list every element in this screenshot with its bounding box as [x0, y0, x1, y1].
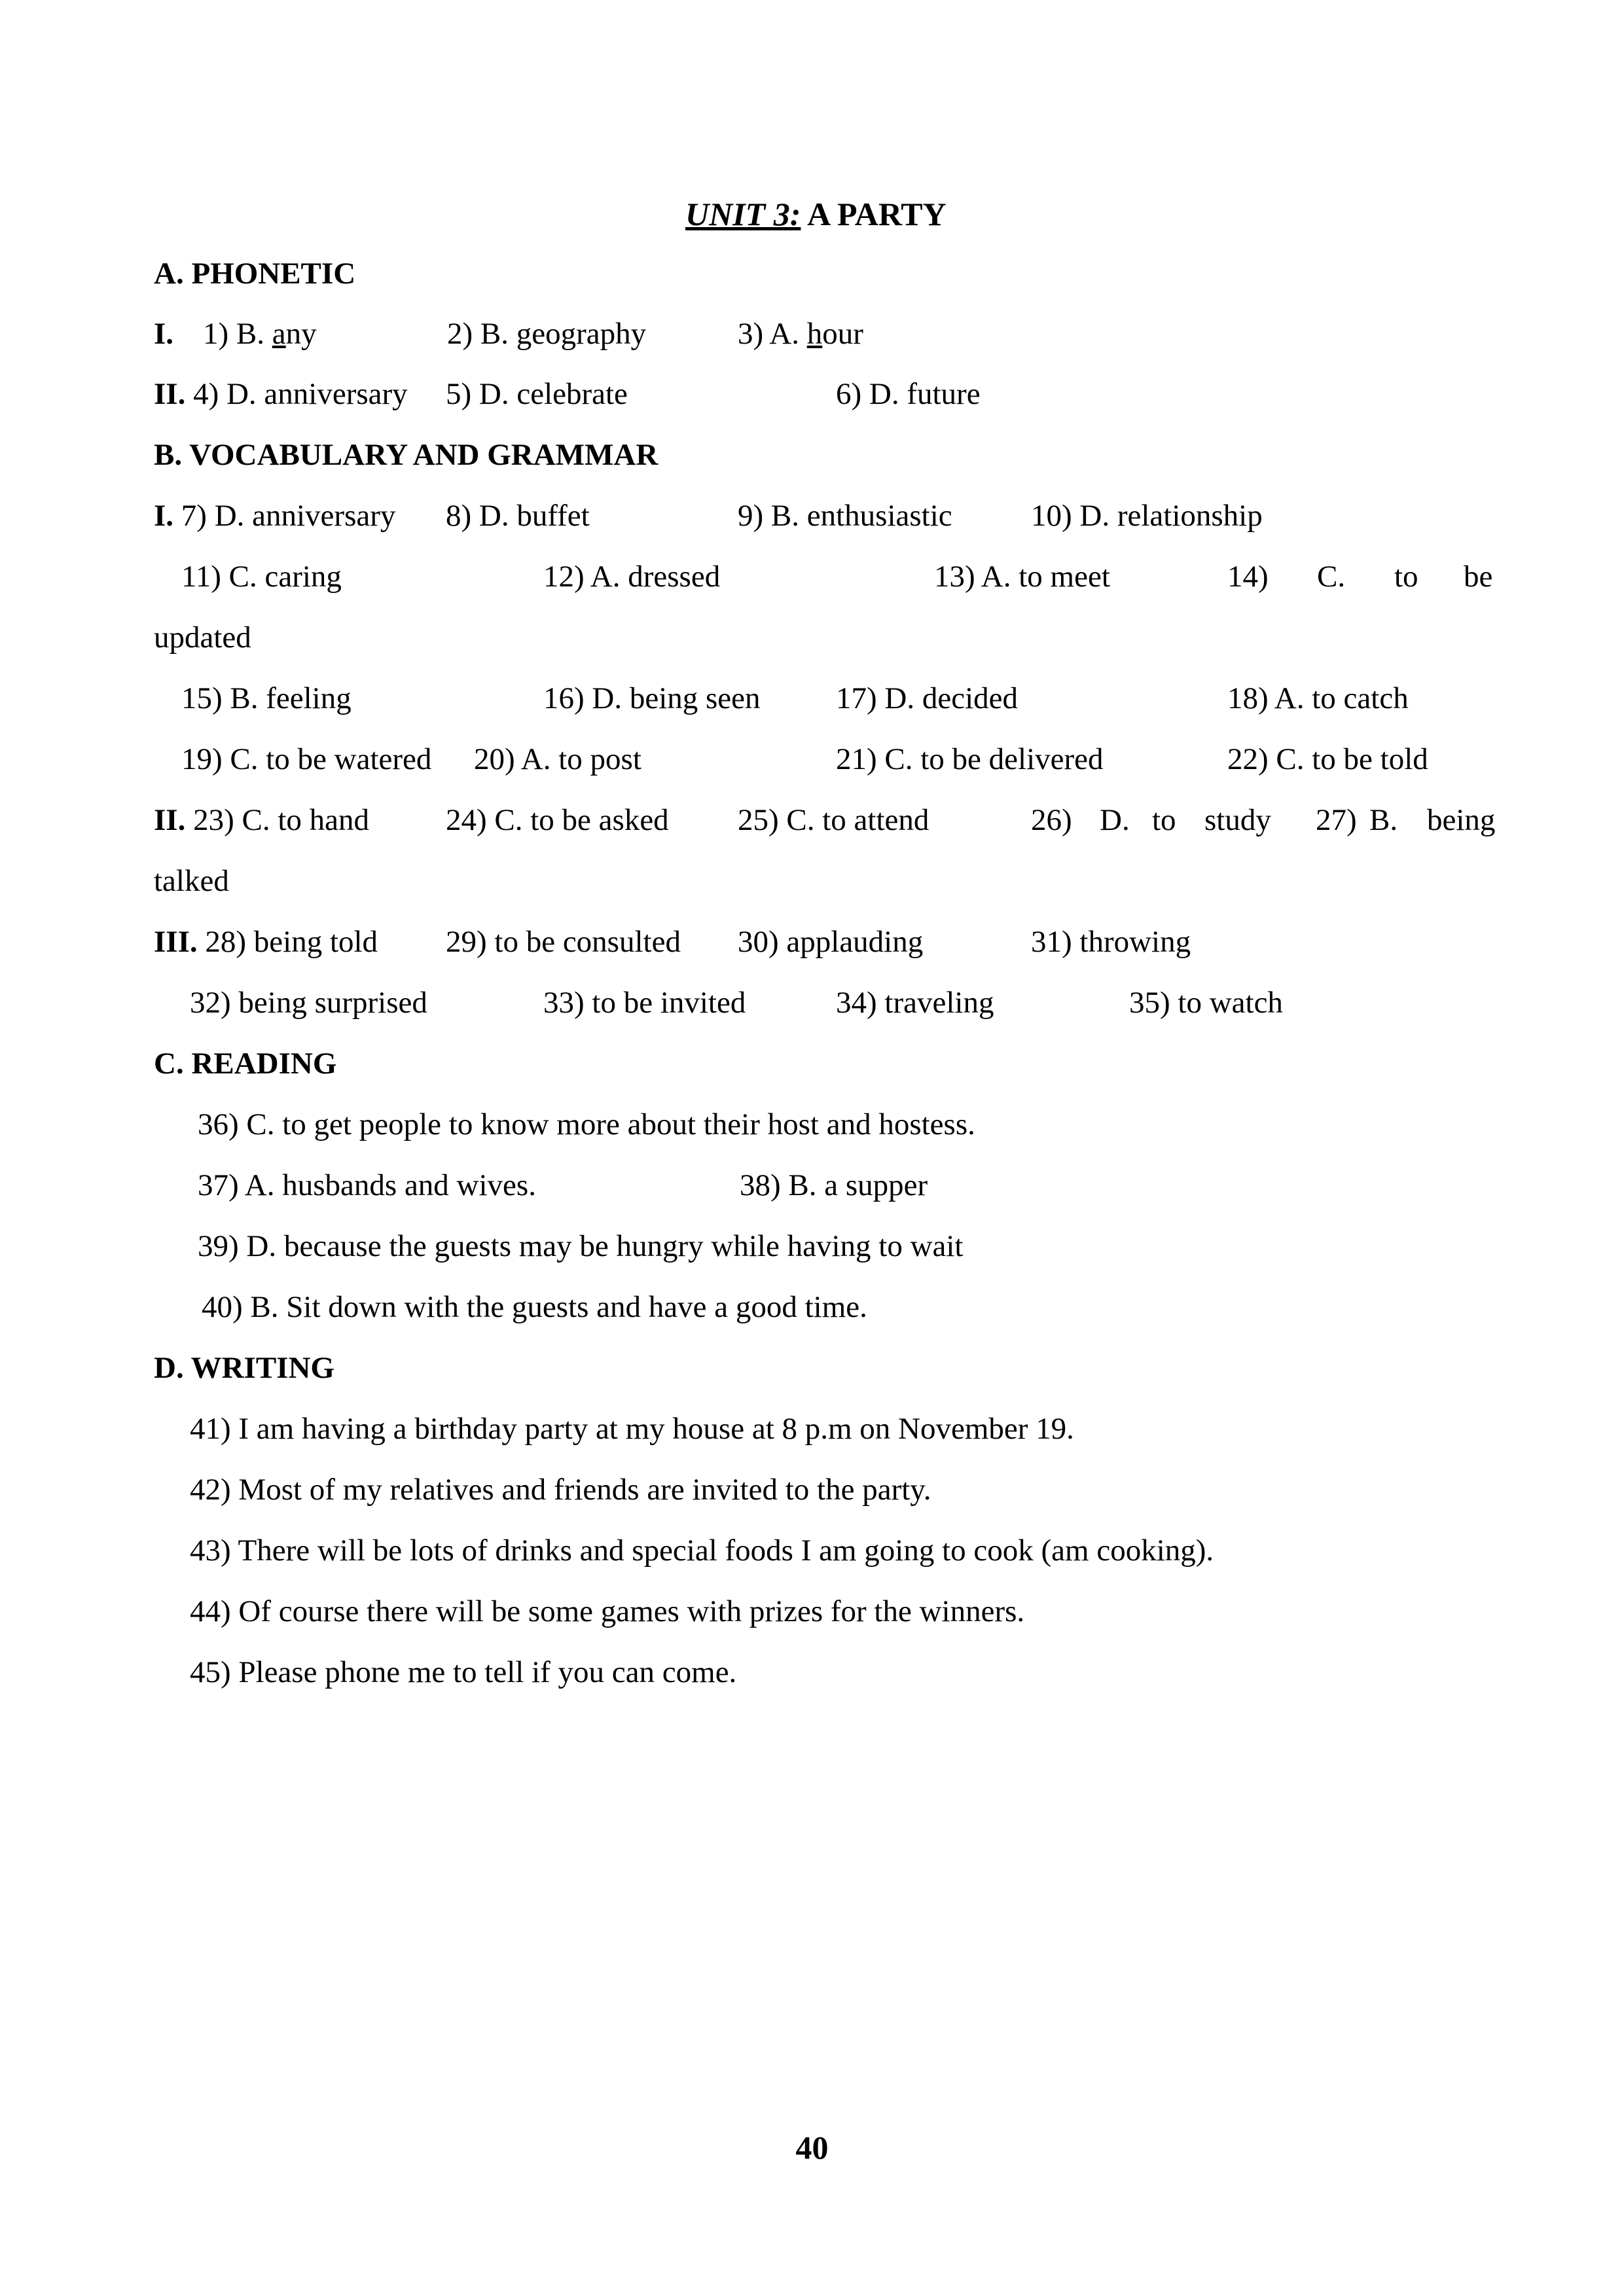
answer-26-part-4: study: [1204, 803, 1271, 837]
answer-22: 22) C. to be told: [1227, 742, 1428, 776]
answer-9: 9) B. enthusiastic: [738, 499, 952, 533]
vocab-ii-line: [154, 805, 369, 836]
answer-3: [738, 319, 863, 350]
answer-25: 25) C. to attend: [738, 803, 929, 837]
answer-28: 28) being told: [197, 925, 378, 959]
vocab-iii-label: III.: [154, 925, 198, 959]
answer-10: 10) D. relationship: [1031, 499, 1263, 533]
answer-2-suffix: eography: [532, 317, 647, 351]
answer-13: 13) A. to meet: [934, 560, 1110, 594]
answer-34: 34) traveling: [836, 986, 994, 1020]
answer-41: 41) I am having a birthday party at my house at 8 p.m on November 19.: [190, 1412, 1074, 1446]
answer-1-prefix: 1) B.: [203, 317, 272, 351]
vocab-ii-label: II.: [154, 803, 186, 837]
answer-14-part-4: be: [1464, 560, 1493, 594]
answer-1: [203, 319, 317, 350]
vocab-i-label: I.: [154, 499, 174, 533]
answer-23: 23) C. to hand: [185, 803, 370, 837]
answer-14-part-1: 14): [1227, 560, 1269, 594]
answer-1-suffix: ny: [285, 317, 317, 351]
answer-18: 18) A. to catch: [1227, 681, 1409, 715]
answer-4: 4) D. anniversary: [185, 377, 408, 411]
page-number: 40: [795, 2129, 829, 2166]
answer-2-underlined: g: [516, 317, 532, 351]
answer-7: 7) D. anniversary: [173, 499, 396, 533]
answer-3-prefix: 3) A.: [738, 317, 807, 351]
answer-32: 32) being surprised: [190, 986, 427, 1020]
section-heading-writing: D. WRITING: [154, 1351, 334, 1385]
answer-36: 36) C. to get people to know more about their host and hostess.: [198, 1107, 975, 1141]
answer-5: 5) D. celebrate: [446, 377, 628, 411]
answer-27-continued: talked: [154, 864, 229, 898]
answer-27-part-2: B.: [1369, 803, 1398, 837]
answer-3-suffix: our: [822, 317, 863, 351]
answer-17: 17) D. decided: [836, 681, 1018, 715]
answer-29: 29) to be consulted: [446, 925, 681, 959]
vocab-i-line: [154, 501, 395, 531]
answer-1-underlined: a: [272, 317, 286, 351]
section-heading-vocabulary: B. VOCABULARY AND GRAMMAR: [154, 438, 659, 472]
answer-6: 6) D. future: [836, 377, 981, 411]
answer-24: 24) C. to be asked: [446, 803, 669, 837]
phonetic-i-label: I.: [154, 317, 174, 351]
answer-12: 12) A. dressed: [543, 560, 721, 594]
answer-38: 38) B. a supper: [740, 1168, 928, 1202]
answer-26-part-3: to: [1152, 803, 1176, 837]
answer-21: 21) C. to be delivered: [836, 742, 1104, 776]
answer-2: [447, 319, 646, 350]
answer-40: 40) B. Sit down with the guests and have a good time.: [202, 1290, 867, 1324]
title-unit: UNIT 3:: [685, 196, 801, 232]
answer-2-prefix: 2) B.: [447, 317, 516, 351]
answer-20: 20) A. to post: [474, 742, 641, 776]
answer-44: 44) Of course there will be some games with prizes for the winners.: [190, 1594, 1025, 1628]
title-rest: A PARTY: [801, 196, 947, 232]
answer-42: 42) Most of my relatives and friends are invited to the party.: [190, 1473, 931, 1507]
answer-14-part-2: C.: [1317, 560, 1346, 594]
answer-43: 43) There will be lots of drinks and special foods I am going to cook (am cooking).: [190, 1534, 1214, 1568]
phonetic-ii-line: [154, 379, 408, 410]
answer-15: 15) B. feeling: [181, 681, 352, 715]
page-title: [685, 198, 947, 230]
answer-35: 35) to watch: [1129, 986, 1283, 1020]
phonetic-ii-label: II.: [154, 377, 186, 411]
answer-8: 8) D. buffet: [446, 499, 590, 533]
answer-19: 19) C. to be watered: [181, 742, 432, 776]
answer-26-part-2: D.: [1100, 803, 1130, 837]
answer-30: 30) applauding: [738, 925, 924, 959]
section-heading-reading: C. READING: [154, 1047, 337, 1081]
answer-37: 37) A. husbands and wives.: [198, 1168, 536, 1202]
answer-14-part-3: to: [1394, 560, 1418, 594]
answer-33: 33) to be invited: [543, 986, 746, 1020]
answer-45: 45) Please phone me to tell if you can come.: [190, 1655, 737, 1689]
answer-26-part-1: 26): [1031, 803, 1072, 837]
vocab-iii-line: [154, 927, 378, 958]
answer-14-continued: updated: [154, 620, 251, 655]
section-heading-phonetic: A. PHONETIC: [154, 257, 356, 291]
answer-39: 39) D. because the guests may be hungry while having to wait: [198, 1229, 964, 1263]
answer-27-part-3: being: [1427, 803, 1496, 837]
answer-3-underlined: h: [806, 317, 823, 351]
answer-16: 16) D. being seen: [543, 681, 761, 715]
answer-11: 11) C. caring: [181, 560, 342, 594]
answer-31: 31) throwing: [1031, 925, 1191, 959]
answer-27-part-1: 27): [1316, 803, 1357, 837]
